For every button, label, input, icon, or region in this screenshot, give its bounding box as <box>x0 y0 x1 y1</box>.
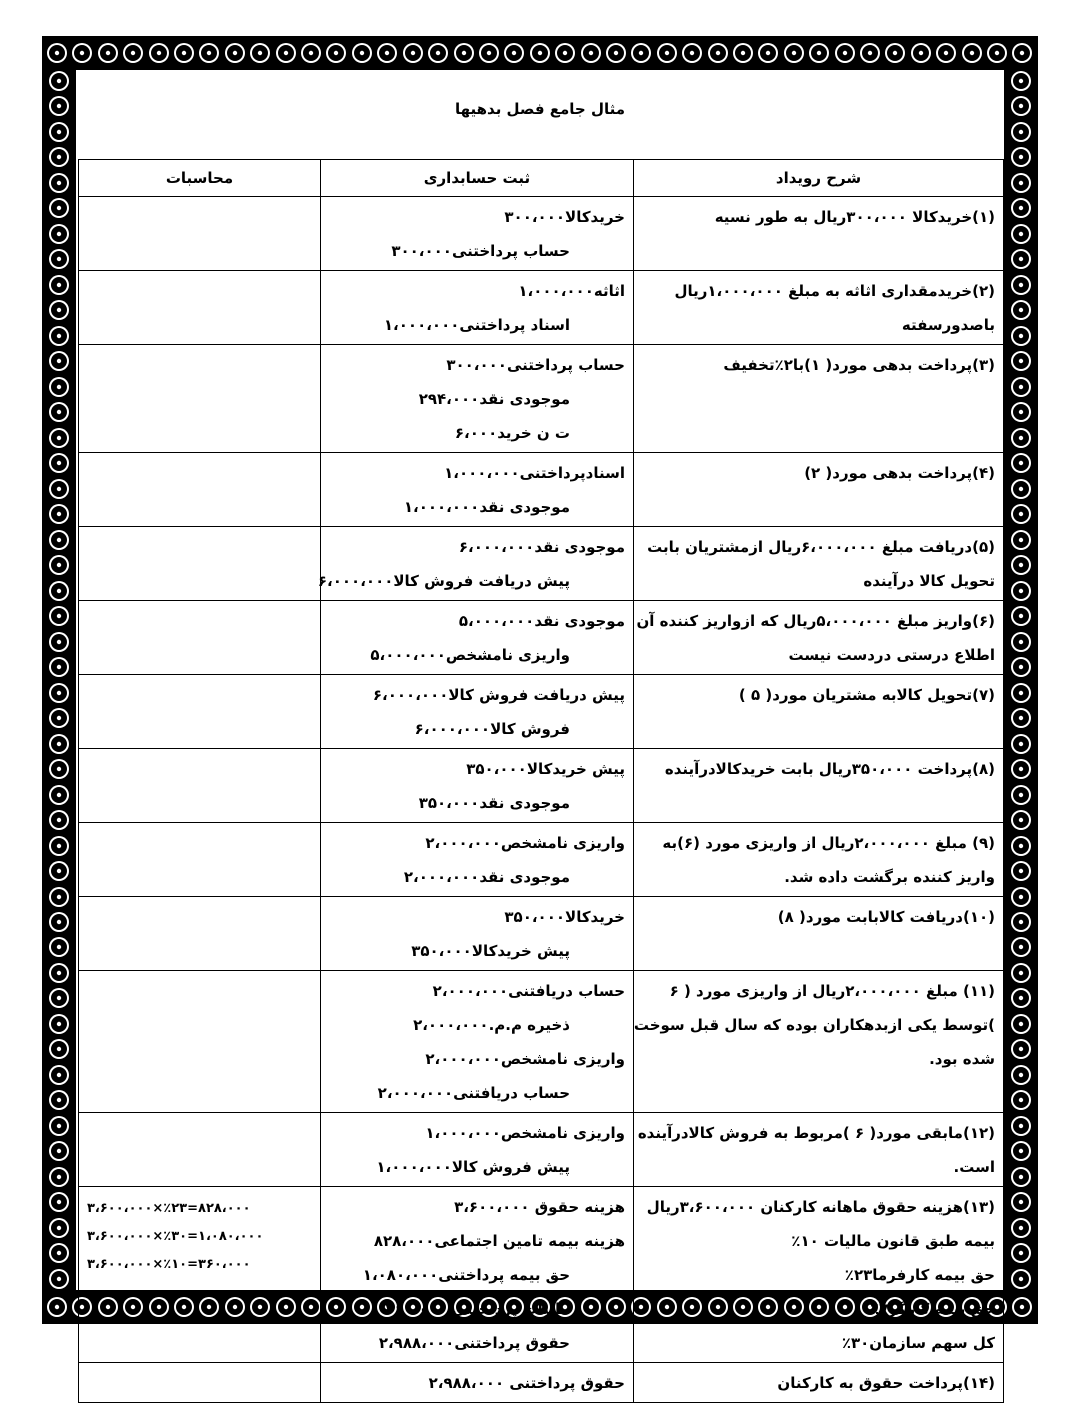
ornament-icon <box>48 860 70 882</box>
entry-cell <box>321 971 634 1113</box>
ornament-icon <box>48 1217 70 1239</box>
ornament-icon <box>48 274 70 296</box>
debit-line: خریدکالا۳۰۰،۰۰۰ <box>504 208 625 226</box>
table-row <box>79 453 1004 527</box>
credit-line: پیش دریافت فروش کالا۶،۰۰۰،۰۰۰ <box>317 572 570 590</box>
ornament-icon <box>300 42 322 64</box>
ornament-icon <box>48 1115 70 1137</box>
ornament-icon <box>1010 707 1032 729</box>
journal-table <box>78 159 1004 1403</box>
ornament-icon <box>1010 1038 1032 1060</box>
ornament-icon <box>1010 936 1032 958</box>
description-line: (۸)پرداخت ۳۵۰،۰۰۰ریال بابت خریدکالادرآینده <box>664 760 995 778</box>
description-cell <box>634 1187 1004 1363</box>
description-cell <box>634 271 1004 345</box>
ornament-icon <box>376 42 398 64</box>
ornament-icon <box>707 42 729 64</box>
description-cell <box>634 897 1004 971</box>
description-line: (۱)خریدکالا ۳۰۰،۰۰۰ریال به طور نسیه <box>714 208 995 226</box>
header-entry: ثبت حسابداری <box>321 160 634 197</box>
table-row <box>79 271 1004 345</box>
header-description: شرح رویداد <box>634 160 1004 197</box>
ornament-icon <box>48 503 70 525</box>
ornament-icon <box>48 835 70 857</box>
ornament-icon <box>910 42 932 64</box>
credit-line: موجودی نقد۲۹۴،۰۰۰ <box>418 390 570 408</box>
ornament-icon <box>48 452 70 474</box>
ornament-icon <box>46 1296 68 1318</box>
ornament-icon <box>1010 1166 1032 1188</box>
debit-line: حساب دریافتنی۲،۰۰۰،۰۰۰ <box>432 982 625 1000</box>
ornament-icon <box>46 42 68 64</box>
ornament-icon <box>325 42 347 64</box>
ornament-icon <box>48 1191 70 1213</box>
debit-line: موجودی نقد۵،۰۰۰،۰۰۰ <box>458 612 625 630</box>
ornament-icon <box>48 350 70 372</box>
description-cell <box>634 1113 1004 1187</box>
description-line: است. <box>953 1158 995 1176</box>
ornament-icon <box>48 70 70 92</box>
ornament-icon <box>1010 1191 1032 1213</box>
ornament-icon <box>48 784 70 806</box>
credit-line: واریزی نامشخص۵،۰۰۰،۰۰۰ <box>370 646 570 664</box>
credit-line: اسناد پرداختنی۱،۰۰۰،۰۰۰ <box>383 316 570 334</box>
ornament-icon <box>48 809 70 831</box>
ornament-icon <box>48 554 70 576</box>
description-line: (۷)تحویل کالابه مشتریان مورد( ۵ ) <box>738 686 995 704</box>
credit-line: پیش فروش کالا۱،۰۰۰،۰۰۰ <box>376 1158 570 1176</box>
description-line: حق بیمه کارگر۷٪ <box>869 1300 995 1318</box>
ornament-icon <box>48 656 70 678</box>
ornament-icon <box>48 1064 70 1086</box>
ornament-icon <box>1010 580 1032 602</box>
ornament-icon <box>1010 835 1032 857</box>
debit-line: موجودی نقد۶،۰۰۰،۰۰۰ <box>458 538 625 556</box>
table-row <box>79 601 1004 675</box>
ornament-icon <box>97 42 119 64</box>
description-cell <box>634 675 1004 749</box>
ornament-icon <box>681 42 703 64</box>
ornament-icon <box>48 478 70 500</box>
description-cell <box>634 345 1004 453</box>
ornament-icon <box>732 42 754 64</box>
description-line: (۱۴)پرداخت حقوق به کارکنان <box>777 1374 995 1392</box>
ornament-icon <box>1010 299 1032 321</box>
entry-cell <box>321 1187 634 1363</box>
calc-cell <box>79 197 321 271</box>
ornament-icon <box>275 42 297 64</box>
ornament-icon <box>1010 784 1032 806</box>
calc-cell <box>79 749 321 823</box>
description-line: اطلاع درستی دردست نیست <box>788 646 995 664</box>
table-row <box>79 345 1004 453</box>
ornament-icon <box>48 1089 70 1111</box>
calc-cell <box>79 1187 321 1363</box>
table-row <box>79 823 1004 897</box>
entry-cell <box>321 897 634 971</box>
ornament-icon <box>249 42 271 64</box>
description-line: (۱۲)مابقی مورد( ۶ )مربوط به فروش کالادرآینده <box>637 1124 995 1142</box>
ornament-icon <box>1010 1242 1032 1264</box>
description-line: باصدورسفته <box>901 316 995 334</box>
ornament-icon <box>48 962 70 984</box>
table-row <box>79 1113 1004 1187</box>
ornament-icon <box>478 42 500 64</box>
ornament-icon <box>1010 95 1032 117</box>
ornament-icon <box>1010 70 1032 92</box>
calc-cell <box>79 971 321 1113</box>
description-line: (۱۰)دریافت کالابابت مورد( ۸) <box>777 908 995 926</box>
description-cell <box>634 527 1004 601</box>
ornament-icon <box>173 42 195 64</box>
ornament-icon <box>1010 274 1032 296</box>
ornament-icon <box>961 42 983 64</box>
description-line: (۳)پرداخت بدهی مورد( ۱)با۲٪تخفیف <box>723 356 995 374</box>
credit-line: موجودی نقد۱،۰۰۰،۰۰۰ <box>403 498 570 516</box>
ornament-icon <box>1010 248 1032 270</box>
debit-line: واریزی نامشخص۱،۰۰۰،۰۰۰ <box>425 1124 625 1142</box>
ornament-icon <box>48 707 70 729</box>
table-row <box>79 971 1004 1113</box>
entry-cell <box>321 823 634 897</box>
ornament-icon <box>1010 1115 1032 1137</box>
credit-line: پیش خریدکالا۳۵۰،۰۰۰ <box>411 942 570 960</box>
ornament-icon <box>1010 962 1032 984</box>
description-line: (۶)واریز مبلغ ۵،۰۰۰،۰۰۰ریال که ازواریز کننده آن <box>636 612 995 630</box>
ornament-icon <box>1010 733 1032 755</box>
document-page <box>76 70 1004 1392</box>
entry-cell <box>321 345 634 453</box>
ornament-icon <box>48 401 70 423</box>
calc-line: ۳،۶۰۰،۰۰۰×٪۳۰=۱،۰۸۰،۰۰۰ <box>87 1229 264 1244</box>
credit-line: ت ن خرید۶،۰۰۰ <box>454 424 570 442</box>
ornament-icon <box>1011 1296 1033 1318</box>
ornament-icon <box>48 1268 70 1290</box>
credit-line: ذخیره م.م.۲،۰۰۰،۰۰۰ <box>413 1016 570 1034</box>
ornament-icon <box>1010 452 1032 474</box>
description-line: (۹) مبلغ ۲،۰۰۰،۰۰۰ریال از واریزی مورد (۶)به <box>662 834 995 852</box>
description-line: )توسط یکی ازبدهکاران بوده که سال قبل سوخت <box>633 1016 995 1034</box>
description-line: شده بود. <box>929 1050 995 1068</box>
ornament-icon <box>1010 1140 1032 1162</box>
calc-cell <box>79 601 321 675</box>
debit-line: حقوق پرداختنی ۲،۹۸۸،۰۰۰ <box>428 1374 625 1392</box>
entry-cell <box>321 271 634 345</box>
ornament-icon <box>1010 325 1032 347</box>
description-line: واریز کننده برگشت داده شد. <box>784 868 995 886</box>
ornament-icon <box>224 42 246 64</box>
ornament-icon <box>122 42 144 64</box>
ornament-icon <box>935 42 957 64</box>
description-cell <box>634 453 1004 527</box>
ornament-icon <box>1010 427 1032 449</box>
calc-line: ۳،۶۰۰،۰۰۰×٪۲۳=۸۲۸،۰۰۰ <box>87 1201 251 1216</box>
ornament-icon <box>48 223 70 245</box>
ornament-icon <box>1010 554 1032 576</box>
entry-cell <box>321 1113 634 1187</box>
entry-cell <box>321 601 634 675</box>
credit-line: حساب دریافتنی۲،۰۰۰،۰۰۰ <box>377 1084 570 1102</box>
calc-cell <box>79 897 321 971</box>
entry-cell <box>321 1363 634 1403</box>
ornament-icon <box>1010 860 1032 882</box>
ornament-icon <box>1010 656 1032 678</box>
ornament-icon <box>48 580 70 602</box>
ornament-icon <box>1010 1064 1032 1086</box>
debit-line: حساب پرداختنی۳۰۰،۰۰۰ <box>446 356 625 374</box>
ornament-icon <box>1010 223 1032 245</box>
calc-cell <box>79 823 321 897</box>
ornament-icon <box>1010 987 1032 1009</box>
ornament-icon <box>48 172 70 194</box>
ornament-icon <box>1010 911 1032 933</box>
table-header-row <box>79 160 1004 197</box>
ornament-icon <box>148 42 170 64</box>
table-row <box>79 197 1004 271</box>
calc-cell <box>79 453 321 527</box>
ornament-icon <box>351 42 373 64</box>
ornament-icon <box>48 733 70 755</box>
ornament-icon <box>1010 1268 1032 1290</box>
ornament-icon <box>1010 529 1032 551</box>
description-cell <box>634 1363 1004 1403</box>
ornament-icon <box>808 42 830 64</box>
ornament-icon <box>630 42 652 64</box>
credit-line: موجودی نقد۲،۰۰۰،۰۰۰ <box>403 868 570 886</box>
ornament-icon <box>48 529 70 551</box>
ornament-icon <box>48 987 70 1009</box>
ornament-icon <box>453 42 475 64</box>
ornament-icon <box>1010 809 1032 831</box>
ornament-icon <box>580 42 602 64</box>
ornament-icon <box>1010 631 1032 653</box>
ornament-icon <box>48 1166 70 1188</box>
ornament-icon <box>48 631 70 653</box>
description-line: تحویل کالا درآینده <box>863 572 995 590</box>
ornament-icon <box>1010 503 1032 525</box>
ornament-icon <box>656 42 678 64</box>
description-line: حق بیمه کارفرما۲۳٪ <box>844 1266 995 1284</box>
description-cell <box>634 601 1004 675</box>
calc-cell <box>79 345 321 453</box>
description-line: (۲)خریدمقداری اثاثه به مبلغ ۱،۰۰۰،۰۰۰ریال <box>674 282 995 300</box>
ornament-icon <box>1010 758 1032 780</box>
ornament-icon <box>1011 42 1033 64</box>
calc-line: ۳،۶۰۰،۰۰۰×٪۱۰=۳۶۰،۰۰۰ <box>87 1257 251 1272</box>
header-calc: محاسبات <box>79 160 321 197</box>
ornament-icon <box>48 1242 70 1264</box>
debit-line: واریزی نامشخص۲،۰۰۰،۰۰۰ <box>425 1050 625 1068</box>
ornament-icon <box>48 95 70 117</box>
ornament-icon <box>1010 197 1032 219</box>
ornament-icon <box>48 146 70 168</box>
ornament-icon <box>1010 478 1032 500</box>
description-line: (۱۳)هزینه حقوق ماهانه کارکنان ۳،۶۰۰،۰۰۰ریال <box>646 1198 995 1216</box>
ornament-icon <box>198 42 220 64</box>
border-left <box>44 70 74 1290</box>
debit-line: هزینه حقوق ۳،۶۰۰،۰۰۰ <box>454 1198 625 1216</box>
credit-line: موجودی نقد۳۵۰،۰۰۰ <box>418 794 570 812</box>
ornament-icon <box>48 197 70 219</box>
table-row <box>79 1187 1004 1363</box>
calc-cell <box>79 1363 321 1403</box>
debit-line: هزینه بیمه تامین اجتماعی۸۲۸،۰۰۰ <box>373 1232 625 1250</box>
ornament-icon <box>1010 1217 1032 1239</box>
description-cell <box>634 971 1004 1113</box>
ornament-icon <box>48 427 70 449</box>
credit-line: مالیات پرداختنی ۳۶۰،۰۰۰ <box>385 1300 570 1318</box>
debit-line: پیش دریافت فروش کالا۶،۰۰۰،۰۰۰ <box>372 686 625 704</box>
calc-cell <box>79 1113 321 1187</box>
ornament-icon <box>48 886 70 908</box>
ornament-icon <box>1010 146 1032 168</box>
ornament-icon <box>48 936 70 958</box>
ornament-icon <box>834 42 856 64</box>
ornament-icon <box>503 42 525 64</box>
border-right <box>1006 70 1036 1290</box>
ornament-icon <box>859 42 881 64</box>
table-row <box>79 749 1004 823</box>
entry-cell <box>321 749 634 823</box>
ornament-icon <box>1010 376 1032 398</box>
description-line: (۱۱) مبلغ ۲،۰۰۰،۰۰۰ریال از واریزی مورد ( ۶ <box>669 982 995 1000</box>
debit-line: خریدکالا۳۵۰،۰۰۰ <box>504 908 625 926</box>
debit-line: واریزی نامشخص۲،۰۰۰،۰۰۰ <box>425 834 625 852</box>
ornament-icon <box>1010 1089 1032 1111</box>
ornament-icon <box>48 1140 70 1162</box>
calc-cell <box>79 527 321 601</box>
ornament-icon <box>757 42 779 64</box>
ornament-icon <box>402 42 424 64</box>
ornament-icon <box>1010 1013 1032 1035</box>
description-cell <box>634 197 1004 271</box>
debit-line: اسنادپرداختنی۱،۰۰۰،۰۰۰ <box>444 464 625 482</box>
ornament-icon <box>529 42 551 64</box>
debit-line: اثاثه۱،۰۰۰،۰۰۰ <box>518 282 625 300</box>
table-row <box>79 527 1004 601</box>
ornament-icon <box>1010 886 1032 908</box>
entry-cell <box>321 675 634 749</box>
ornament-icon <box>1010 172 1032 194</box>
ornament-icon <box>48 1013 70 1035</box>
credit-line: فروش کالا۶،۰۰۰،۰۰۰ <box>414 720 570 738</box>
description-line: بیمه طبق قانون مالیات ۱۰٪ <box>791 1232 995 1250</box>
credit-line: حقوق پرداختنی۲،۹۸۸،۰۰۰ <box>378 1334 570 1352</box>
ornament-icon <box>554 42 576 64</box>
ornament-icon <box>783 42 805 64</box>
ornament-icon <box>1010 682 1032 704</box>
credit-line: حق بیمه پرداختنی۱،۰۸۰،۰۰۰ <box>362 1266 570 1284</box>
page-title: مثال جامع فصل بدهیها <box>454 100 626 118</box>
credit-line: حساب پرداختنی۳۰۰،۰۰۰ <box>391 242 570 260</box>
ornament-icon <box>48 299 70 321</box>
ornament-icon <box>71 42 93 64</box>
border-top <box>46 38 1034 68</box>
ornament-icon <box>48 911 70 933</box>
ornament-icon <box>605 42 627 64</box>
description-line: کل سهم سازمان۳۰٪ <box>841 1334 995 1352</box>
ornament-icon <box>48 605 70 627</box>
description-cell <box>634 749 1004 823</box>
ornament-icon <box>48 325 70 347</box>
ornament-icon <box>1010 121 1032 143</box>
description-line: (۵)دریافت مبلغ ۶،۰۰۰،۰۰۰ریال ازمشتریان بابت <box>647 538 995 556</box>
ornament-icon <box>1010 350 1032 372</box>
calc-cell <box>79 675 321 749</box>
ornament-icon <box>884 42 906 64</box>
ornament-icon <box>48 121 70 143</box>
description-line: (۴)پرداخت بدهی مورد( ۲) <box>804 464 995 482</box>
ornament-icon <box>48 758 70 780</box>
ornament-icon <box>986 42 1008 64</box>
ornament-icon <box>48 1038 70 1060</box>
entry-cell <box>317 527 634 601</box>
ornament-icon <box>427 42 449 64</box>
calc-cell <box>79 271 321 345</box>
ornament-icon <box>48 248 70 270</box>
ornamental-border <box>42 36 1038 1392</box>
entry-cell <box>321 197 634 271</box>
ornament-icon <box>1010 605 1032 627</box>
table-row <box>79 675 1004 749</box>
entry-cell <box>321 453 634 527</box>
ornament-icon <box>1010 401 1032 423</box>
description-cell <box>634 823 1004 897</box>
table-row <box>79 897 1004 971</box>
ornament-icon <box>48 682 70 704</box>
debit-line: پیش خریدکالا۳۵۰،۰۰۰ <box>466 760 625 778</box>
table-row <box>79 1363 1004 1403</box>
ornament-icon <box>48 376 70 398</box>
